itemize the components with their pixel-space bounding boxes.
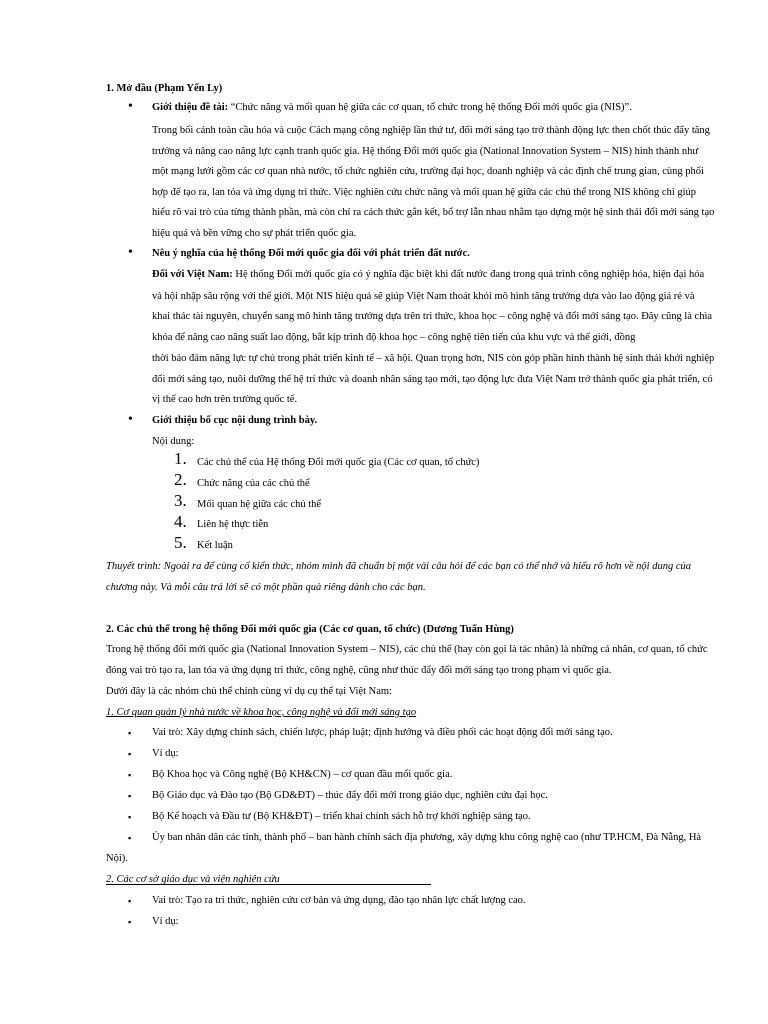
paragraph-line: đổi mới sáng tạo, nuôi dưỡng thế hệ trí thức và doanh nhân sáng tạo mới, tạo động lực đưa Việt Nam trở thành quốc gia phát triển, có xyxy=(152,374,713,385)
paragraph-line: khóa để nâng cao năng suất lao động, bắt kịp trình độ khoa học – công nghệ tiên tiến của khu vực và thế giới, đồng xyxy=(152,332,636,343)
outline-number: 2. xyxy=(174,470,187,489)
paragraph-line: vị thế cao hơn trên trường quốc tế. xyxy=(152,394,298,405)
paragraph-line: và hội nhập sâu rộng với thế giới. Một NIS hiệu quả sẽ giúp Việt Nam thoát khỏi mô hình tăng trưởng dựa vào lao động giá rẻ và xyxy=(152,291,695,302)
paragraph-line: thời bảo đảm năng lực tự chủ trong phát triển kinh tế – xã hội. Quan trọng hơn, NIS còn góp phần hình thành hệ sinh thái khởi nghiệp xyxy=(152,353,715,364)
paragraph-line: Trong hệ thống đổi mới quốc gia (National Innovation System – NIS), các chủ thể (hay còn gọi là tác nhân) là những cá nhân, cơ quan, tổ chức xyxy=(106,644,708,655)
outline-item: Chức năng của các chủ thể xyxy=(197,478,310,489)
list-item: Ví dụ: xyxy=(152,748,179,759)
list-item: Bộ Kế hoạch và Đầu tư (Bộ KH&ĐT) – triển khai chính sách hỗ trợ khởi nghiệp sáng tạo. xyxy=(152,811,531,822)
bullet-square: ▪ xyxy=(128,749,132,759)
list-item: Ví dụ: xyxy=(152,916,179,927)
outline-item: Mối quan hệ giữa các chủ thể xyxy=(197,499,322,510)
paragraph-line: Trong bối cảnh toàn cầu hóa và cuộc Cách mạng công nghiệp lần thứ tư, đổi mới sáng tạo trở thành động lực then chốt thúc đẩy tăng xyxy=(152,125,710,136)
paragraph-line xyxy=(152,268,704,282)
paragraph-line: hiệu quả và bền vững cho sự phát triển quốc gia. xyxy=(152,228,357,239)
presentation-note: chương này. Và mỗi câu trả lời sẽ có một phần quà riêng dành cho các bạn. xyxy=(106,582,426,593)
bullet-outline: Giới thiệu bố cục nội dung trình bày. xyxy=(152,415,318,426)
bullet-text: “Chức năng và mối quan hệ giữa các cơ quan, tổ chức trong hệ thống Đổi mới quốc gia (NIS)”. xyxy=(228,102,632,113)
paragraph-line: khai thác tài nguyên, chuyển sang mô hình tăng trưởng dựa trên tri thức, khoa học – công nghệ và đổi mới sáng tạo. Đây cũng là chìa xyxy=(152,311,713,322)
bullet-square: ▪ xyxy=(128,917,132,927)
paragraph-line: một mạng lưới gồm các cơ quan nhà nước, tổ chức nghiên cứu, trường đại học, doanh nghiệp và các định chế trung gian, cùng phối xyxy=(152,166,704,177)
outline-item: Liên hệ thực tiễn xyxy=(197,519,269,530)
section2-heading: 2. Các chủ thể trong hệ thống Đổi mới quốc gia (Các cơ quan, tổ chức) (Dương Tuấn Hùng) xyxy=(106,624,514,635)
subsection-title: 2. Các cơ sở giáo dục và viện nghiên cứu xyxy=(106,874,280,885)
list-item-wrap: Nội). xyxy=(106,853,128,864)
paragraph-text: Hệ thống Đổi mới quốc gia có ý nghĩa đặc biệt khi đất nước đang trong quá trình công nghiệp hóa, hiện đại hóa xyxy=(232,269,705,280)
bullet-square: ▪ xyxy=(128,833,132,843)
bullet-label: Giới thiệu đề tài: xyxy=(152,102,229,113)
bullet-dot: • xyxy=(128,245,133,260)
bullet-square: ▪ xyxy=(128,896,132,906)
list-item: Vai trò: Tạo ra tri thức, nghiên cứu cơ bản và ứng dụng, đào tạo nhân lực chất lượng cao. xyxy=(152,895,526,906)
outline-number: 3. xyxy=(174,491,187,510)
paragraph-line: hợp để tạo ra, lan tỏa và ứng dụng tri thức. Việc nghiên cứu chức năng và mối quan hệ giữa các chủ thể trong NIS không chỉ giúp xyxy=(152,187,697,198)
paragraph-line: Dưới đây là các nhóm chủ thể chính cùng ví dụ cụ thể tại Việt Nam: xyxy=(106,686,392,697)
outline-number: 5. xyxy=(174,533,187,552)
list-item: Bộ Giáo dục và Đào tạo (Bộ GD&ĐT) – thúc đẩy đổi mới trong giáo dục, nghiên cứu đại học. xyxy=(152,790,548,801)
paragraph-line: hiểu rõ vai trò của từng thành phần, mà còn chỉ ra cách thức gắn kết, bổ trợ lẫn nhau nhằm tạo dựng một hệ sinh thái đổi mới sáng tạo xyxy=(152,207,715,218)
bullet-square: ▪ xyxy=(128,812,132,822)
presentation-note: Thuyết trình: Ngoài ra để cùng cố kiến thức, nhóm mình đã chuẩn bị một vài câu hỏi để các bạn có thể nhớ và hiểu rõ hơn về nội dung của xyxy=(106,561,691,572)
outline-number: 4. xyxy=(174,512,187,531)
bullet-significance: Nêu ý nghĩa của hệ thống Đổi mới quốc gia đối với phát triển đất nước. xyxy=(152,248,470,259)
outline-item: Kết luận xyxy=(197,540,233,551)
subsection-title: 1. Cơ quan quản lý nhà nước về khoa học, công nghệ và đổi mới sáng tạo xyxy=(106,707,417,718)
section1-heading: 1. Mở đầu (Phạm Yến Ly) xyxy=(106,83,223,94)
outline-number: 1. xyxy=(174,449,187,468)
bullet-square: ▪ xyxy=(128,728,132,738)
paragraph-line: trưởng và nâng cao năng lực cạnh tranh quốc gia. Hệ thống Đổi mới quốc gia (National Innovation System – NIS) hình thành như xyxy=(152,146,699,157)
bullet-dot: • xyxy=(128,99,133,114)
bullet-dot: • xyxy=(128,412,133,427)
bullet-square: ▪ xyxy=(128,791,132,801)
outline-caption: Nội dung: xyxy=(152,436,195,447)
bullet-intro-topic xyxy=(152,101,632,115)
vietnam-label: Đối với Việt Nam: xyxy=(152,269,233,280)
bullet-square: ▪ xyxy=(128,770,132,780)
subsection-underline xyxy=(106,884,431,885)
paragraph-line: đóng vai trò tạo ra, lan tỏa và ứng dụng tri thức, công nghệ, cũng như thúc đẩy đổi mới sáng tạo trong phạm vi quốc gia. xyxy=(106,665,612,676)
outline-item: Các chủ thể của Hệ thống Đổi mới quốc gia (Các cơ quan, tổ chức) xyxy=(197,457,480,468)
list-item: Vai trò: Xây dựng chính sách, chiến lược, pháp luật; định hướng và điều phối các hoạt động đổi mới sáng tạo. xyxy=(152,727,613,738)
list-item: Ủy ban nhân dân các tỉnh, thành phố – ban hành chính sách địa phương, xây dựng khu công nghệ cao (như TP.HCM, Đà Nẵng, Hà xyxy=(152,832,702,843)
list-item: Bộ Khoa học và Công nghệ (Bộ KH&CN) – cơ quan đầu mối quốc gia. xyxy=(152,769,453,780)
